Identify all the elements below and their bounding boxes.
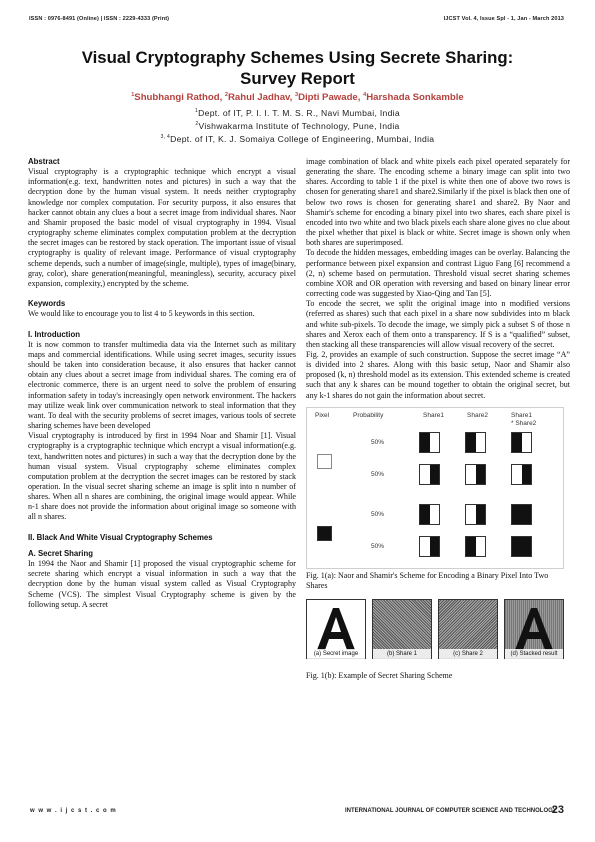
white-pixel bbox=[317, 454, 332, 469]
figure-1b bbox=[306, 599, 564, 669]
share-pattern bbox=[465, 536, 486, 557]
affiliation-text: Dept. of IT, P. I. I. T. M. S. R., Navi Mumbai, India bbox=[198, 108, 400, 118]
journal-issue-header: IJCST Vol. 4, Issue Spl - 1, Jan - March 2013 bbox=[443, 16, 564, 22]
figure-1b-caption: Fig. 1(b): Example of Secret Sharing Scheme bbox=[306, 671, 453, 681]
share-pattern bbox=[419, 432, 440, 453]
share-pattern bbox=[511, 536, 532, 557]
share-pattern bbox=[419, 504, 440, 525]
affiliation-sup: 1 bbox=[195, 108, 199, 115]
body-paragraph: Fig. 2, provides an example of such construction. Suppose the secret image “A” is divided into 2 shares. Along with this basic setup, Naor and Shamir also proposed (k, n) threshold model as its extension. This extended scheme is created such that any k shares can be mound together to obtain the original secret, but any k-1 shares do not gain the information about secret. bbox=[306, 349, 570, 400]
probability-label: 50% bbox=[371, 438, 385, 446]
affiliation bbox=[0, 121, 595, 131]
probability-label: 50% bbox=[371, 510, 385, 518]
share-pattern bbox=[465, 504, 486, 525]
website-footer: w w w . i j c s t . c o m bbox=[30, 808, 117, 814]
affiliation-text: Vishwakarma Institute of Technology, Pune, India bbox=[198, 121, 400, 131]
issn-header: ISSN : 0976-8491 (Online) | ISSN : 2229-4333 (Print) bbox=[29, 16, 170, 22]
table-header: * Share2 bbox=[511, 419, 537, 427]
subsection-heading: A. Secret Sharing bbox=[28, 548, 93, 558]
author-sup: 1 bbox=[131, 92, 135, 98]
share-pattern bbox=[511, 504, 532, 525]
figure-1a-table bbox=[306, 407, 564, 569]
page-number: 23 bbox=[551, 804, 564, 816]
affiliation-sup: 2 bbox=[195, 121, 199, 128]
author-name: Shubhangi Rathod bbox=[134, 92, 220, 104]
share-pattern bbox=[419, 536, 440, 557]
body-paragraph: To encode the secret, we split the original image into n modified versions (referred as shares) such that each pixel in a share now subdivides into m black and white sub-pixels. To decode the image, we simply pick a subset S of those n shares and Xerox each of them onto a transparency. If S is a “qualified” subset, then stacking all these transparencies will allow visual recovery of the secret. bbox=[306, 299, 570, 349]
affiliation-text: Dept. of IT, K. J. Somaiya College of Engineering, Mumbai, India bbox=[170, 134, 435, 144]
section-heading: II. Black And White Visual Cryptography Schemes bbox=[28, 532, 213, 542]
secret-image bbox=[306, 599, 366, 659]
author-sup: 2 bbox=[224, 92, 228, 98]
author-name: Rahul Jadhav bbox=[227, 92, 290, 104]
author-sup: 4 bbox=[363, 92, 367, 98]
affiliation bbox=[0, 134, 595, 144]
figure-label: (c) Share 2 bbox=[439, 649, 497, 659]
left-column bbox=[28, 157, 296, 610]
journal-footer: INTERNATIONAL JOURNAL OF COMPUTER SCIENCE AND TECHNOLOGY bbox=[345, 808, 557, 814]
table-header: Pixel bbox=[315, 411, 330, 419]
share-2-image bbox=[438, 599, 498, 659]
right-column bbox=[306, 157, 570, 681]
abstract-heading: Abstract bbox=[28, 157, 60, 166]
body-paragraph: image combination of black and white pixels each pixel operated separately for generating the share. The encoding scheme a binary image can split into two shares. According to table 1 if the pixel is white then one of above two rows is chosen for generating share1 and share2.Similarly if the pixel is black then one of below two rows is chosen for generating share1 and share2. By Naor and Shamir's scheme for encoding a binary pixel into two shares, each share pixel is encoded into two white and two black pixels each share alone gives no clue about the pixel whether that pixel is black or white. Secret image is shown only when both shares are superimposed. bbox=[306, 157, 570, 248]
table-header: Share2 bbox=[467, 411, 488, 419]
author-name: Dipti Pawade bbox=[298, 92, 358, 104]
figure-label: (d) Stacked result bbox=[505, 649, 563, 659]
intro-paragraph: Visual cryptography is introduced by first in 1994 Noar and Shamir [1]. Visual cryptography is a cryptographic technique which encrypt a visual information(e.g. text, handwritten notes and pictures) in such a way that the decryption done by the human visual system. Visual cryptography scheme eliminates complex computation problem at the decryption the secret images can be restored by stack operation. In the visual secret sharing scheme an image is split into n number of shares. When all n shares are combining, the original image would appear. While n-1 share does not provide the information about original image so someone with all n shares. bbox=[28, 431, 296, 522]
author-list: $^1$Shubhangi Rathod, $^2$Rahul Jadhav, $^3$Dipti Pawade, $^4$Harshada Sonkamble bbox=[131, 92, 464, 104]
share-pattern bbox=[419, 464, 440, 485]
table-header: Probability bbox=[353, 411, 384, 419]
author-name: Harshada Sonkamble bbox=[366, 92, 464, 104]
paper-title-line2: Survey Report bbox=[240, 69, 355, 88]
author-sup: 3 bbox=[295, 92, 299, 98]
paper-title-line1: Visual Cryptography Schemes Using Secrete Sharing: bbox=[81, 48, 514, 67]
share-pattern bbox=[465, 432, 486, 453]
probability-label: 50% bbox=[371, 470, 385, 478]
section-paragraph: In 1994 the Naor and Shamir [1] proposed the visual cryptographic scheme for secrete sharing which encrypt a visual information in such a way that the decryption done by the human visual system called as Visual Cryptography Scheme (VCS). The simplest Visual Cryptography scheme is given by the following setup. A secret bbox=[28, 559, 296, 609]
share-1-image bbox=[372, 599, 432, 659]
stacked-result-image bbox=[504, 599, 564, 659]
probability-label: 50% bbox=[371, 542, 385, 550]
keywords-heading: Keywords bbox=[28, 299, 66, 309]
share-pattern bbox=[511, 464, 532, 485]
share-pattern bbox=[465, 464, 486, 485]
black-pixel bbox=[317, 526, 332, 541]
table-header: Share1 bbox=[423, 411, 444, 419]
intro-paragraph: It is now common to transfer multimedia data via the Internet such as military maps and commercial identifications. While using secret images, security issues should be taken into consideration because, it also ensures that hacker cannot obtain any clues about a secret image from individual shares. The coming era of electronic commerce, there is an urgent need to solve the problem of ensuring information safety in today's increasingly open network environment. The hackers may utilize weak link over communication network to steal information that they want. To deal with the security problems of secret images, various tools of secrete sharing schemes have been developed bbox=[28, 339, 296, 431]
affiliation bbox=[0, 108, 595, 118]
body-paragraph: To decode the hidden messages, embedding images can be overlay. Balancing the performance between pixel expansion and contrast Liguo Fang [6] recommend a (2, n) scheme based on permutation. Threshold visual secret sharing schemes combine XOR and OR operation with reversing and based on binary linear error correcting code was suggested by Xiao-Qing and Tan [5]. bbox=[306, 248, 570, 299]
figure-label: (a) Secret image bbox=[307, 649, 365, 659]
figure-label: (b) Share 1 bbox=[373, 649, 431, 659]
figure-1a-caption: Fig. 1(a): Naor and Shamir's Scheme for Encoding a Binary Pixel Into Two Shares bbox=[306, 570, 549, 590]
intro-heading: I. Introduction bbox=[28, 329, 80, 339]
affiliation-sup: 3, 4 bbox=[160, 134, 171, 141]
keywords-text: We would like to encourage you to list 4 to 5 keywords in this section. bbox=[28, 309, 255, 319]
table-header: Share1 bbox=[511, 411, 532, 419]
abstract-text: Visual cryptography is a cryptographic technique which encrypt a visual information(e.g. text, handwritten notes and pictures) in such a way that the decryption done by the human visual system. It needs neither cryptography knowledge nor complex computation. For security purposs, it also ensures that hacker cannot obtain any clues a bout a secret image from individual shares. Naor and Shamir proposed the basic model of visual cryptography in 1994. Visual cryptography scheme eliminates complex computation problem at the decryption the secret images can be restored by stack operation. The important issue of visual cryptography is quality of relevant image. Performance of visual cryptography scheme depends, such a number of image(single, multiple), types of image(binary, gray, color), share generation(meaningful, meaningless), security, accuracy pixel expansion, complexity,) encrypted by the scheme. bbox=[28, 167, 296, 288]
share-pattern bbox=[511, 432, 532, 453]
